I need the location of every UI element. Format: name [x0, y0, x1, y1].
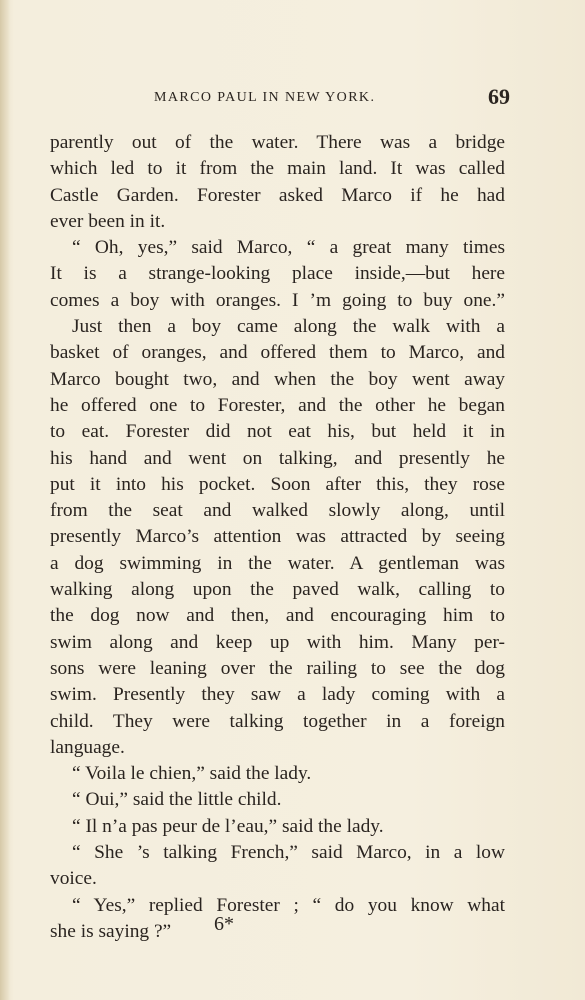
text-line: “ Oh, yes,” said Marco, “ a great many times	[72, 237, 505, 259]
text-line: language.	[50, 736, 125, 758]
text-line: comes a boy with oranges. I ’m going to buy one.”	[50, 289, 505, 311]
text-line: he offered one to Forester, and the other he began	[50, 394, 505, 416]
page-gutter	[0, 0, 10, 1000]
text-line: the dog now and then, and encouraging him to	[50, 605, 505, 627]
text-line: basket of oranges, and offered them to Marco, and	[50, 342, 505, 364]
text-line: parently out of the water. There was a bridge	[50, 132, 505, 153]
text-line: from the seat and walked slowly along, until	[50, 500, 505, 522]
text-line: to eat. Forester did not eat his, but held it in	[50, 421, 505, 443]
text-line: she is saying ?”	[50, 920, 172, 942]
text-line: It is a strange-looking place inside,—but here	[50, 263, 505, 285]
text-line: walking along upon the paved walk, calling to	[50, 579, 505, 601]
text-line: swim. Presently they saw a lady coming with a	[50, 684, 505, 706]
text-line: presently Marco’s attention was attracted by seeing	[50, 526, 505, 548]
text-line: swim along and keep up with him. Many per-	[50, 631, 505, 653]
text-line: which led to it from the main land. It was called	[50, 158, 505, 180]
text-line: “ Voila le chien,” said the lady.	[72, 763, 312, 785]
text-line: “ Oui,” said the little child.	[72, 789, 282, 811]
text-line: Marco bought two, and when the boy went away	[50, 368, 505, 390]
body-text	[50, 130, 505, 945]
text-line: ever been in it.	[50, 210, 166, 232]
running-head: MARCO PAUL IN NEW YORK.	[154, 90, 376, 105]
text-line: voice.	[50, 868, 97, 890]
page-number: 69	[488, 84, 510, 109]
text-line: his hand and went on talking, and presently he	[50, 447, 505, 469]
text-line: sons were leaning over the railing to see the dog	[50, 657, 505, 679]
text-line: a dog swimming in the water. A gentleman was	[50, 552, 505, 574]
text-line: “ Yes,” replied Forester ; “ do you know what	[72, 894, 505, 916]
text-line: child. They were talking together in a foreign	[50, 710, 505, 732]
text-line: Castle Garden. Forester asked Marco if he had	[50, 184, 505, 206]
signature-mark: 6*	[214, 913, 234, 935]
text-line: Just then a boy came along the walk with a	[72, 316, 505, 338]
page-header	[50, 84, 510, 110]
text-line: “ She ’s talking French,” said Marco, in a low	[72, 842, 505, 864]
text-line: “ Il n’a pas peur de l’eau,” said the lady.	[72, 815, 384, 837]
text-line: put it into his pocket. Soon after this, they rose	[50, 473, 505, 495]
